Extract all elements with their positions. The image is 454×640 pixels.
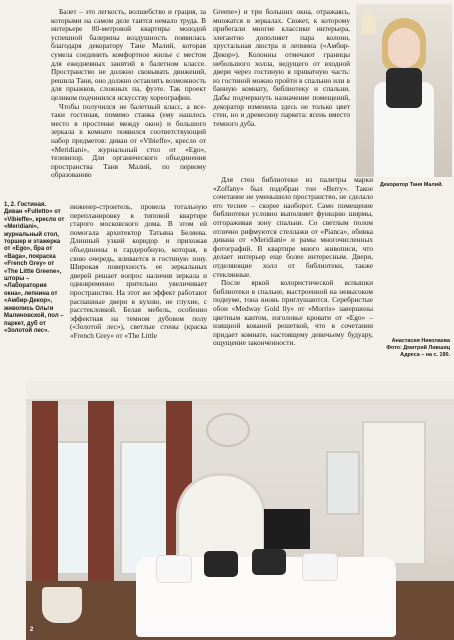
photo-caption: 1, 2. Гостиная. Диван «Fulletto» от «Vibieffe», кресло от «Meridiani», журнальный стол, торшер и этажерка от «Ego», бра от «Baga», покраска «French Grey» от «The Little Greene», шторы – «Лаборатория окна», лепнина от «Амбир-Декор», живопись Ольги Малиновской, пол – паркет, дуб от «Золотой лес». bbox=[4, 202, 65, 334]
mirror-shape bbox=[326, 451, 360, 515]
portrait-caption: Декоратор Таня Малий. bbox=[380, 182, 443, 188]
curtain-shape bbox=[88, 401, 114, 611]
scarf-shape bbox=[386, 68, 422, 108]
article-paragraph: инженер-строитель, провела тотальную перепланировку в типовой квартире старого московского дома. В этом ей помогала архитектор Татьяна Беляева. Длинный узкий коридор и прихожая объединены в гардеробную, которая, в свою очередь, вливается в гостиную зону. Широкая поверхность ее зеркальных дверей решает вопрос наличия зеркала и одновременно зрительно увеличивает пространство. На этот же эффект работают распашные двери в кухню, не глухие, с расстекловкой. Белая мебель, особенно эффектная на темном дубовом полу («Золотой лес»), светлые стены (краска «French Grey» от «The Little bbox=[70, 202, 207, 340]
living-room-photo bbox=[26, 381, 454, 640]
face-shape bbox=[388, 28, 420, 68]
photo-credit: Фото: Дмитрий Лившиц bbox=[386, 345, 450, 351]
article-paragraph: Чтобы получился не балетный класс, а все-таки гостиная, помимо станка (ему нашлось место в простенке между окон) и большого зеркала в комнате появился соответствующий набор предметов: диван от «Vibieffe», кресло от «Meridiani», журнальный стол от «Ego», телевизор. Для органического объединения пространства Таня Малий, по первому образованию bbox=[51, 101, 206, 180]
lampshade-shape bbox=[42, 587, 82, 623]
article-credits bbox=[330, 338, 450, 359]
pillow-shape bbox=[302, 553, 338, 581]
page-number: 2 bbox=[30, 627, 34, 633]
address-note: Адреса – на с. 190. bbox=[400, 352, 450, 358]
bookshelf-shape bbox=[362, 421, 426, 565]
ceiling-shape bbox=[26, 381, 454, 401]
article-paragraph: После яркой колористической вспышки библиотеки в спальне, выстроенной на невысоком подиуме, тона вновь приглушаются. Серебристые обои «Medway Gold lly» от «Morris» завершены цветным кантом, изголовье кровати от «Ego» – изящной кованой решеткой, что в сочетании придает комнате, настоящему девичьему будуару, ощущение законченности. bbox=[213, 278, 373, 348]
lamp-shape bbox=[362, 14, 376, 34]
pillow-shape bbox=[204, 551, 238, 577]
article-paragraph: Для стен библиотеки из палитры марки «Zoffany» был подобран тон «Berry». Такое сочетание не уменьшило пространство, не сделало его теснее – скорее наоборот. Само помещение библиотеки условно выполняет функцию ширмы, отгораживая зону спальни. Со светлым полом отлично рифмуются стеллажи от «Pianca», обивка дивана от «Meridiani» и рамы многочисленных фотографий. В квартире много живописи, что делает интерьер еще более интересным. Двери, отделяющие холл от библиотеки, также стеклянные. bbox=[213, 175, 373, 279]
piano-shape bbox=[264, 509, 310, 549]
article-column-1b bbox=[70, 203, 207, 341]
chandelier-shape bbox=[206, 413, 250, 447]
article-column-3 bbox=[213, 176, 373, 348]
article-paragraph: Greene») и три больших окна, отражаясь, множатся в зеркалах. Сюжет, к которому прибегали многие классики интерьера, элегантно дополняет пара колонн, хрустальная люстра и лепнина («Амбир-Декор»). Колонны отмечают границы небольшого холла, ведущего от входной двери через гостиную в приватную часть: из гостиной можно пройти в спальню или в банную комнату, библиотеку и спальни. Дабы подчеркнуть назначение помещений, декоратор изменила здесь не только цвет стен, но и древесину паркета: ясень вместо темного дуба. bbox=[213, 7, 350, 128]
decorator-portrait-photo bbox=[356, 4, 452, 177]
curtain-shape bbox=[32, 401, 58, 611]
author-credit: Анастасия Николаева bbox=[391, 338, 450, 344]
pillow-shape bbox=[252, 549, 286, 575]
pillow-shape bbox=[156, 555, 192, 583]
article-paragraph: Балет – это легкость, волшебство и грация, за которыми на самом деле таится немало труда. В интерьере 80-метровой квартиры молодой успешной балерины воздушность появилась благодаря декоратору Тане Малий, которая сумела соединить комфортное жилье с местом для ежедневных занятий в балетном классе. Пространство не должно сковывать движений, решила Таня, оно должно оставлять возможность для прыжков, сложных па, фуэте. Так проект целиком подчинился искусству хореографии. bbox=[51, 7, 206, 102]
article-column-2 bbox=[213, 8, 350, 128]
article-column-1 bbox=[51, 8, 206, 180]
